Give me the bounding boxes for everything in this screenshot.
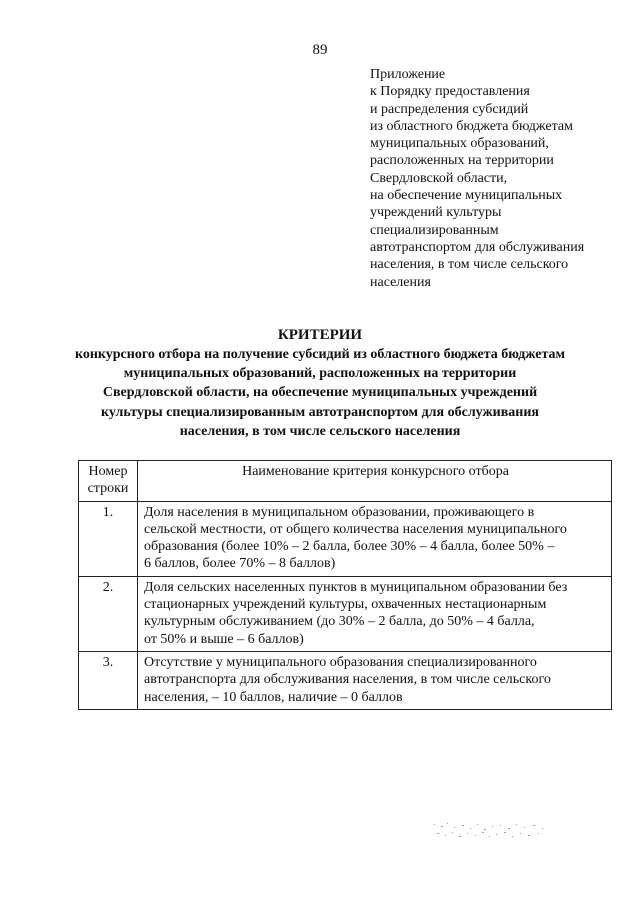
- page-number: 89: [312, 42, 328, 58]
- criteria-table: [78, 460, 612, 710]
- criterion-line: автотранспорта для обслуживания населения, в том числе сельского: [144, 672, 551, 688]
- appendix-line: из областного бюджета бюджетам: [370, 118, 573, 134]
- appendix-line: населения: [370, 274, 431, 290]
- criterion-line: Отсутствие у муниципального образования специализированного: [144, 654, 537, 670]
- criterion-line: населения, – 10 баллов, наличие – 0 баллов: [144, 689, 403, 705]
- heading-subtitle-line: Свердловской области, на обеспечение муниципальных учреждений: [102, 385, 538, 401]
- appendix-note: [370, 66, 630, 291]
- appendix-line: расположенных на территории: [370, 153, 554, 169]
- criterion-line: Доля населения в муниципальном образовании, проживающего в: [144, 504, 535, 520]
- table-header-row: [79, 461, 612, 502]
- table-row: [79, 651, 612, 709]
- heading-subtitle-line: конкурсного отбора на получение субсидий из областного бюджета бюджетам: [74, 347, 566, 362]
- heading-subtitle-line: населения, в том числе сельского населения: [179, 423, 461, 439]
- header-number-cell: [79, 461, 138, 502]
- appendix-line: и распределения субсидий: [370, 101, 529, 117]
- row-number: 3.: [79, 651, 138, 709]
- heading-subtitle-line: муниципальных образований, расположенных на территории: [123, 366, 517, 382]
- row-criterion: [138, 651, 612, 709]
- table-row: [79, 501, 612, 576]
- header-name-cell: Наименование критерия конкурсного отбора: [138, 461, 612, 502]
- appendix-line: автотранспортом для обслуживания: [370, 239, 585, 255]
- table-row: [79, 576, 612, 651]
- criterion-line: образования (более 10% – 2 балла, более 30% – 4 балла, более 50% –: [144, 539, 555, 555]
- criterion-line: 6 баллов, более 70% – 8 баллов): [144, 556, 336, 572]
- appendix-line: муниципальных образований,: [370, 136, 549, 152]
- criterion-line: стационарных учреждений культуры, охваченных нестационарным: [144, 597, 547, 613]
- appendix-line: учреждений культуры: [370, 205, 502, 221]
- heading-title: КРИТЕРИИ: [277, 327, 363, 343]
- appendix-line: специализированным: [370, 222, 499, 238]
- row-criterion: [138, 576, 612, 651]
- heading-subtitle-line: культуры специализированным автотранспортом для обслуживания: [101, 404, 539, 420]
- appendix-line: Приложение: [370, 67, 446, 82]
- appendix-line: к Порядку предоставления: [370, 84, 530, 100]
- appendix-line: Свердловской области,: [370, 170, 508, 186]
- criterion-line: Доля сельских населенных пунктов в муниципальном образовании без: [144, 579, 568, 595]
- document-heading: [0, 326, 640, 441]
- appendix-line: на обеспечение муниципальных: [370, 188, 563, 204]
- criterion-line: сельской местности, от общего количества населения муниципального: [144, 521, 567, 537]
- row-criterion: [138, 501, 612, 576]
- row-number: 2.: [79, 576, 138, 651]
- appendix-line: населения, в том числе сельского: [370, 257, 569, 273]
- criterion-line: культурным обслуживанием (до 30% – 2 балла, до 50% – 4 балла,: [144, 614, 535, 630]
- row-number: 1.: [79, 501, 138, 576]
- scan-speckle-decoration: [432, 820, 552, 842]
- header-number-line: Номер: [88, 464, 128, 479]
- header-number-line: строки: [87, 481, 129, 497]
- criterion-line: от 50% и выше – 6 баллов): [144, 631, 304, 647]
